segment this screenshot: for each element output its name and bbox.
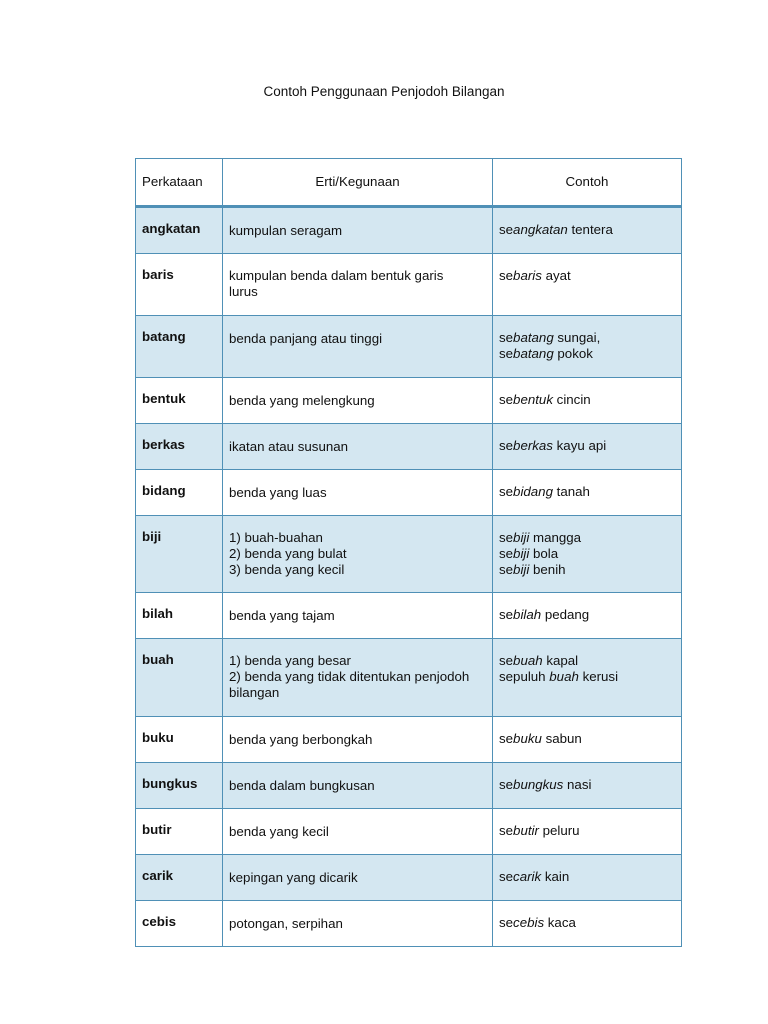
example-line [499,346,675,362]
example-prefix: se [499,777,514,792]
example-prefix: se [499,653,514,668]
example-noun: nasi [563,777,592,792]
example-line [499,392,675,408]
example-penjodoh: butir [513,823,539,838]
word-text: buku [142,730,174,745]
example-line [499,823,675,839]
cell-erti-kegunaan [223,378,493,424]
meaning-line: 1) benda yang besar [229,653,351,668]
table-row [136,254,682,316]
example-penjodoh: berkas [513,438,553,453]
meaning-line: benda dalam bungkusan [229,778,375,793]
example-penjodoh: bidang [513,484,553,499]
cell-perkataan [136,855,223,901]
word-text: bungkus [142,776,198,791]
example-noun: kapal [542,653,579,668]
example-penjodoh: bungkus [513,777,564,792]
example-noun: tanah [552,484,590,499]
word-text: buah [142,652,174,667]
cell-perkataan [136,378,223,424]
word-text: cebis [142,914,177,929]
cell-contoh [493,316,682,378]
meaning-line: kepingan yang dicarik [229,870,358,885]
example-noun: mangga [529,530,582,545]
cell-perkataan [136,639,223,717]
cell-perkataan [136,254,223,316]
example-prefix: se [499,392,514,407]
table-row [136,470,682,516]
cell-perkataan [136,207,223,254]
example-noun: sungai, [553,330,601,345]
example-prefix: sepuluh [499,669,550,684]
example-prefix: se [499,607,514,622]
example-penjodoh: batang [513,330,554,345]
meaning-line: bilangan [229,685,280,700]
example-prefix: se [499,823,514,838]
cell-erti-kegunaan [223,316,493,378]
example-prefix: se [499,330,514,345]
example-prefix: se [499,268,514,283]
meaning-line: kumpulan seragam [229,223,343,238]
word-text: carik [142,868,174,883]
cell-perkataan [136,516,223,593]
example-penjodoh: biji [513,530,530,545]
cell-erti-kegunaan [223,717,493,763]
example-prefix: se [499,562,514,577]
meaning-line: benda yang melengkung [229,393,375,408]
cell-erti-kegunaan [223,254,493,316]
meaning-line: 2) benda yang bulat [229,546,347,561]
example-prefix: se [499,546,514,561]
example-noun: kayu api [552,438,607,453]
meaning-line: kumpulan benda dalam bentuk garis [229,268,444,283]
cell-perkataan [136,809,223,855]
meaning-line: benda yang kecil [229,824,329,839]
example-prefix: se [499,346,514,361]
cell-contoh [493,254,682,316]
cell-contoh [493,378,682,424]
example-penjodoh: cebis [513,915,545,930]
example-noun: kaca [544,915,576,930]
example-noun: bola [529,546,559,561]
meaning-line: 3) benda yang kecil [229,562,345,577]
page-title: Contoh Penggunaan Penjodoh Bilangan [263,84,505,99]
example-line [499,607,675,623]
example-line [499,268,675,284]
word-text: baris [142,267,174,282]
cell-contoh [493,717,682,763]
cell-erti-kegunaan [223,639,493,717]
cell-contoh [493,809,682,855]
example-penjodoh: buku [513,731,542,746]
cell-contoh [493,639,682,717]
table-row [136,593,682,639]
cell-erti-kegunaan [223,763,493,809]
example-noun: peluru [538,823,580,838]
example-line [499,438,675,454]
example-line [499,731,675,747]
example-prefix: se [499,731,514,746]
cell-contoh [493,207,682,254]
cell-perkataan [136,593,223,639]
cell-perkataan [136,424,223,470]
example-line [499,869,675,885]
meaning-line: benda yang tajam [229,608,335,623]
word-text: bilah [142,606,174,621]
example-line [499,777,675,793]
example-line [499,330,675,346]
cell-perkataan [136,763,223,809]
table-header-row [136,159,682,207]
cell-perkataan [136,717,223,763]
example-noun: kain [541,869,570,884]
table-row [136,639,682,717]
header-erti-kegunaan: Erti/Kegunaan [223,159,493,207]
example-penjodoh: baris [513,268,542,283]
meaning-line: potongan, serpihan [229,916,343,931]
meaning-line: benda yang luas [229,485,327,500]
cell-erti-kegunaan [223,901,493,947]
table-row [136,855,682,901]
example-noun: sabun [541,731,582,746]
word-text: biji [142,529,162,544]
example-penjodoh: buah [549,669,579,684]
example-line [499,222,675,238]
cell-erti-kegunaan [223,470,493,516]
cell-erti-kegunaan [223,424,493,470]
example-line [499,562,675,578]
example-penjodoh: biji [513,562,530,577]
example-noun: ayat [541,268,571,283]
example-penjodoh: biji [513,546,530,561]
meaning-line: benda panjang atau tinggi [229,331,383,346]
example-line [499,484,675,500]
table-row [136,809,682,855]
table-row [136,207,682,254]
example-noun: tentera [567,222,613,237]
example-line [499,530,675,546]
header-perkataan: Perkataan [136,159,223,207]
example-line [499,915,675,931]
table-row [136,378,682,424]
example-prefix: se [499,915,514,930]
cell-erti-kegunaan [223,516,493,593]
cell-contoh [493,516,682,593]
example-noun: pokok [553,346,593,361]
cell-contoh [493,470,682,516]
example-line [499,669,675,685]
meaning-line: benda yang berbongkah [229,732,373,747]
example-prefix: se [499,530,514,545]
meaning-line: 2) benda yang tidak ditentukan penjodoh [229,669,470,684]
example-noun: benih [529,562,566,577]
cell-contoh [493,424,682,470]
example-prefix: se [499,438,514,453]
meaning-line: 1) buah-buahan [229,530,323,545]
word-text: bentuk [142,391,186,406]
cell-contoh [493,763,682,809]
table-row [136,901,682,947]
word-text: butir [142,822,172,837]
penjodoh-table [135,158,682,947]
example-line [499,653,675,669]
example-noun: cincin [552,392,591,407]
example-noun: pedang [541,607,590,622]
example-penjodoh: bilah [513,607,542,622]
table-row [136,717,682,763]
example-penjodoh: buah [513,653,543,668]
cell-erti-kegunaan [223,593,493,639]
word-text: angkatan [142,221,201,236]
example-penjodoh: carik [513,869,542,884]
table-row [136,516,682,593]
word-text: batang [142,329,186,344]
example-prefix: se [499,222,514,237]
table-row [136,316,682,378]
cell-contoh [493,901,682,947]
cell-perkataan [136,316,223,378]
cell-erti-kegunaan [223,809,493,855]
example-penjodoh: batang [513,346,554,361]
example-prefix: se [499,484,514,499]
word-text: bidang [142,483,186,498]
example-prefix: se [499,869,514,884]
table-row [136,763,682,809]
word-text: berkas [142,437,185,452]
header-contoh: Contoh [493,159,682,207]
meaning-line: ikatan atau susunan [229,439,349,454]
example-penjodoh: angkatan [513,222,568,237]
meaning-line: lurus [229,284,258,299]
cell-erti-kegunaan [223,855,493,901]
cell-perkataan [136,470,223,516]
example-penjodoh: bentuk [513,392,553,407]
cell-perkataan [136,901,223,947]
example-line [499,546,675,562]
cell-erti-kegunaan [223,207,493,254]
cell-contoh [493,593,682,639]
table-row [136,424,682,470]
example-noun: kerusi [578,669,619,684]
cell-contoh [493,855,682,901]
